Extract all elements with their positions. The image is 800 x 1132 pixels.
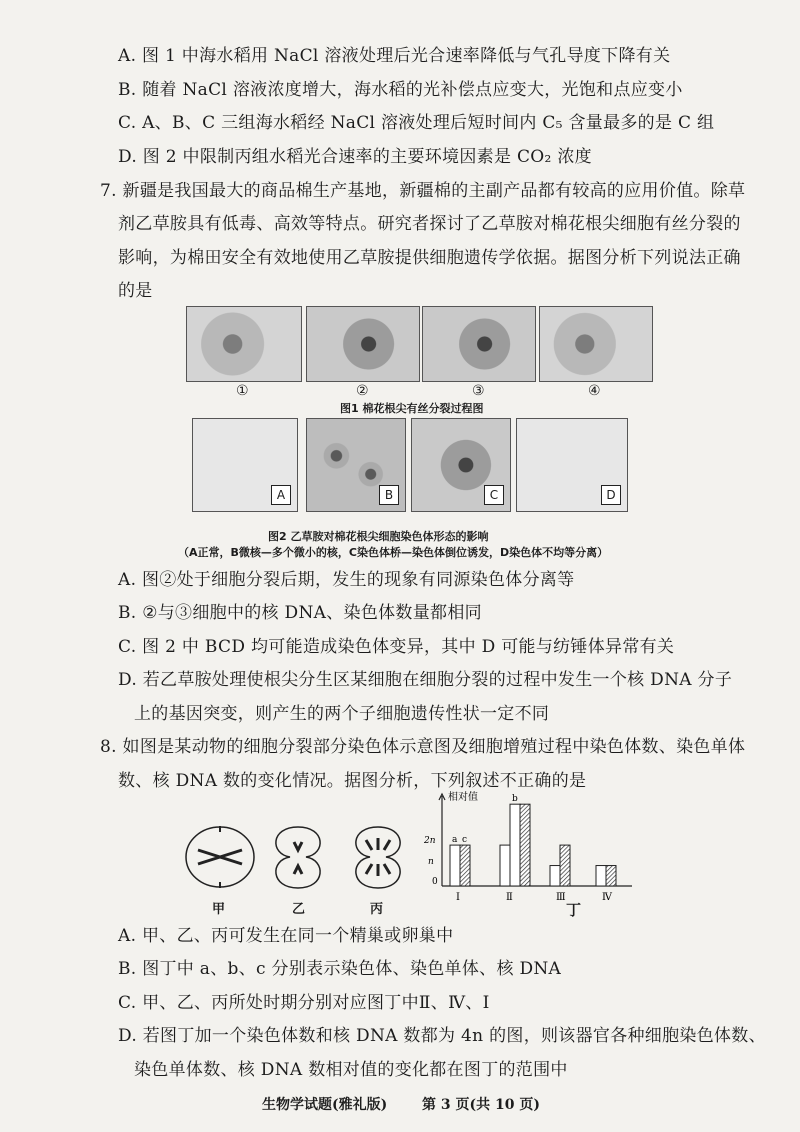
- bar-a-4: [596, 866, 606, 886]
- fig1-label-3: ③: [472, 383, 485, 399]
- fig2-tag-b: B: [379, 485, 399, 505]
- q6-option-a: A. 图 1 中海水稻用 NaCl 溶液处理后光合速率降低与气孔导度下降有关: [118, 46, 671, 66]
- y-axis-label: 相对值: [448, 792, 478, 803]
- bar-a-3: [550, 866, 560, 886]
- fig2-tag-c: C: [484, 485, 504, 505]
- xtick-2: Ⅱ: [506, 892, 513, 903]
- q8-stem-line1: 8. 如图是某动物的细胞分裂部分染色体示意图及细胞增殖过程中染色体数、染色单体: [100, 737, 746, 757]
- bar-c-1: [460, 845, 470, 886]
- bar-c-4: [606, 866, 616, 886]
- cell-yi: [276, 827, 320, 888]
- xtick-4: Ⅳ: [602, 892, 612, 903]
- fig1-photo-1: [186, 306, 302, 382]
- q8-stem-line2: 数、核 DNA 数的变化情况。据图分析，下列叙述不正确的是: [118, 771, 587, 791]
- bar-a-2: [500, 845, 510, 886]
- cell-label-yi: 乙: [292, 902, 306, 917]
- bar-chart-ding: [420, 786, 640, 906]
- q7-option-d-line2: 上的基因突变，则产生的两个子细胞遗传性状一定不同: [134, 704, 550, 724]
- fig2-photo-a: [192, 418, 298, 512]
- q7-stem-line3: 影响，为棉田安全有效地使用乙草胺提供细胞遗传学依据。据图分析下列说法正确: [118, 248, 741, 268]
- fig1-label-1: ①: [236, 383, 249, 399]
- bar-c-3: [560, 845, 570, 886]
- fig2-tag-a: A: [271, 485, 291, 505]
- fig2-photo-c: [411, 418, 511, 512]
- fig2-caption: 图2 乙草胺对棉花根尖细胞染色体形态的影响: [268, 530, 489, 543]
- cell-jia: [186, 826, 254, 888]
- q8-option-d-line1: D. 若图丁加一个染色体数和核 DNA 数都为 4n 的图，则该器官各种细胞染色体数、: [118, 1026, 766, 1046]
- fig1-caption: 图1 棉花根尖有丝分裂过程图: [340, 402, 484, 415]
- footer-subject: 生物学试题(雅礼版): [262, 1097, 388, 1113]
- fig2-note: （A正常，B微核—多个微小的核，C染色体桥—染色体倒位诱发，D染色体不均等分离）: [178, 546, 609, 559]
- cell-label-jia: 甲: [212, 902, 226, 917]
- bar-label-c: c: [462, 835, 468, 846]
- fig1-photo-4: [539, 306, 653, 382]
- cell-diagrams: [180, 812, 420, 912]
- bar-a-1: [450, 845, 460, 886]
- fig1-photo-2: [306, 306, 420, 382]
- ytick-0: 0: [432, 877, 438, 887]
- bar-c-2: [520, 804, 530, 886]
- cell-bing: [356, 827, 400, 888]
- q7-option-b: B. ②与③细胞中的核 DNA、染色体数量都相同: [118, 603, 482, 623]
- fig2-tag-d: D: [601, 485, 621, 505]
- q8-option-a: A. 甲、乙、丙可发生在同一个精巢或卵巢中: [118, 926, 454, 946]
- chart-label-ding: 丁: [566, 901, 582, 919]
- q7-option-d-line1: D. 若乙草胺处理使根尖分生区某细胞在细胞分裂的过程中发生一个核 DNA 分子: [118, 670, 733, 690]
- q6-option-d: D. 图 2 中限制丙组水稻光合速率的主要环境因素是 CO₂ 浓度: [118, 147, 592, 167]
- ytick-2n: 2n: [424, 836, 436, 846]
- q6-option-c: C. A、B、C 三组海水稻经 NaCl 溶液处理后短时间内 C₅ 含量最多的是 C 组: [118, 113, 715, 133]
- xtick-1: Ⅰ: [456, 892, 460, 903]
- q8-option-b: B. 图丁中 a、b、c 分别表示染色体、染色单体、核 DNA: [118, 959, 562, 979]
- bar-b-2: [510, 804, 520, 886]
- q7-stem-line4: 的是: [118, 281, 153, 301]
- fig2-photo-d: [516, 418, 628, 512]
- fig2-photo-b: [306, 418, 406, 512]
- fig1-photo-3: [422, 306, 536, 382]
- xtick-3: Ⅲ: [556, 892, 566, 903]
- ytick-n: n: [428, 857, 434, 867]
- cell-label-bing: 丙: [370, 902, 384, 917]
- bar-label-b: b: [512, 794, 518, 805]
- q8-option-c: C. 甲、乙、丙所处时期分别对应图丁中Ⅱ、Ⅳ、Ⅰ: [118, 993, 490, 1013]
- q7-stem-line1: 7. 新疆是我国最大的商品棉生产基地，新疆棉的主副产品都有较高的应用价值。除草: [100, 181, 746, 201]
- footer-page: 第 3 页(共 10 页): [422, 1097, 540, 1113]
- fig1-label-2: ②: [356, 383, 369, 399]
- fig1-label-4: ④: [588, 383, 601, 399]
- q7-option-c: C. 图 2 中 BCD 均可能造成染色体变异，其中 D 可能与纺锤体异常有关: [118, 637, 675, 657]
- q6-option-b: B. 随着 NaCl 溶液浓度增大，海水稻的光补偿点应变大，光饱和点应变小: [118, 80, 683, 100]
- q7-option-a: A. 图②处于细胞分裂后期，发生的现象有同源染色体分离等: [118, 570, 575, 590]
- bar-label-a: a: [452, 835, 458, 846]
- q7-stem-line2: 剂乙草胺具有低毒、高效等特点。研究者探讨了乙草胺对棉花根尖细胞有丝分裂的: [118, 214, 741, 234]
- q8-option-d-line2: 染色单体数、核 DNA 数相对值的变化都在图丁的范围中: [134, 1060, 568, 1080]
